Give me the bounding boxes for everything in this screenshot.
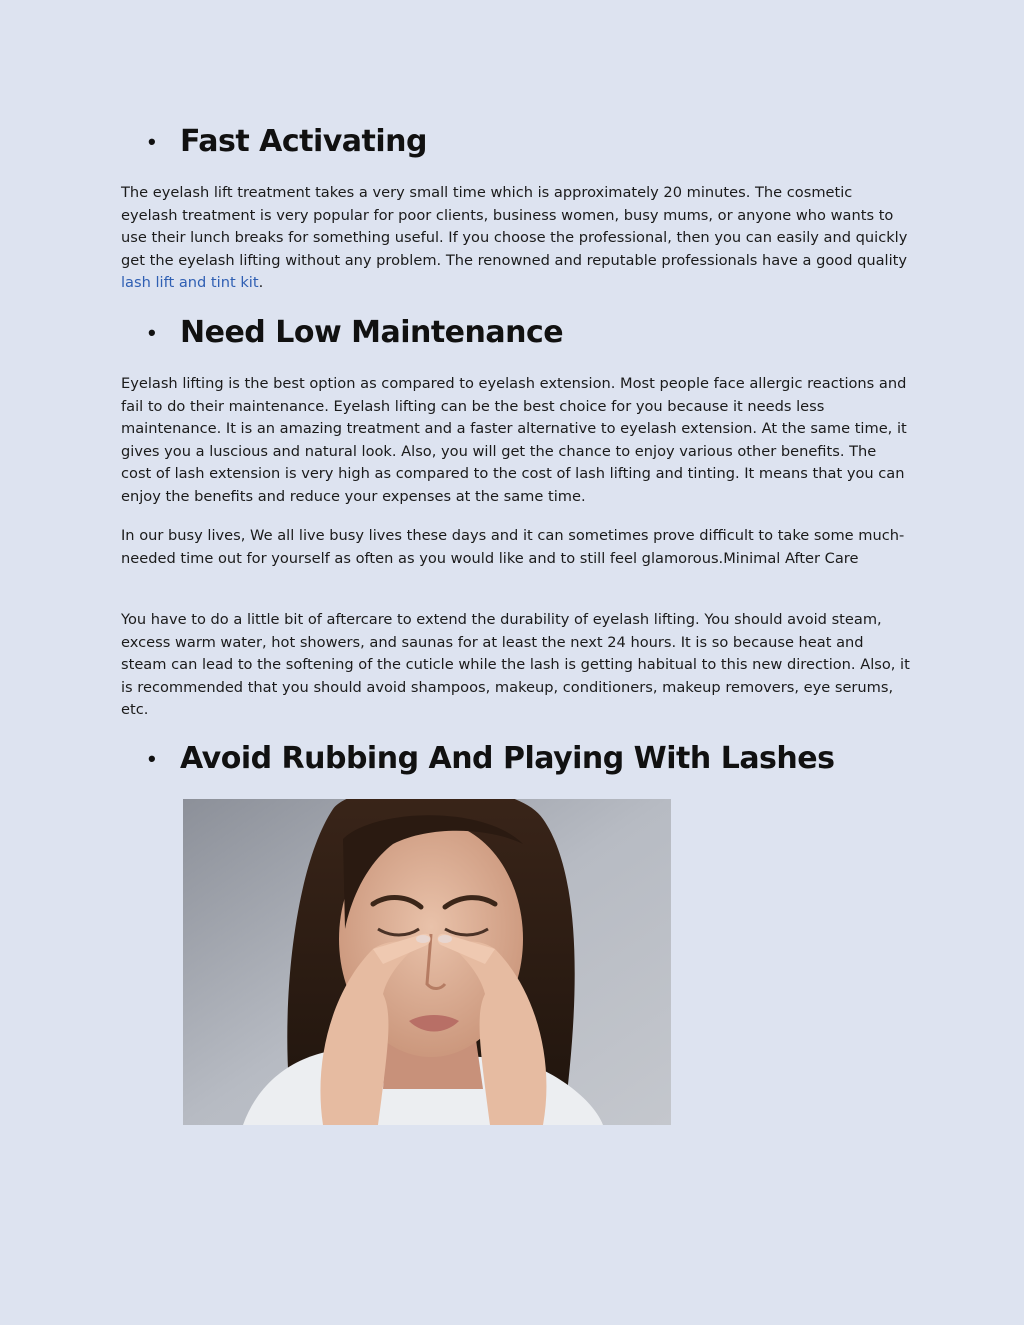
lash-lift-kit-link[interactable]: lash lift and tint kit (121, 274, 259, 291)
low-maintenance-paragraph-2: In our busy lives, We all live busy lives these days and it can sometimes prove difficult to take some much-needed time out for yourself as often as you would like and to still feel glamorous.Minimal After Care (121, 527, 905, 567)
heading-fast-activating (148, 124, 427, 159)
bullet-point: • (148, 319, 156, 345)
bullet-point: • (148, 745, 156, 771)
heading-text: Avoid Rubbing And Playing With Lashes (180, 741, 835, 776)
heading-text: Need Low Maintenance (180, 315, 564, 350)
heading-text: Fast Activating (180, 124, 428, 159)
bullet-point: • (148, 128, 156, 154)
heading-avoid-rubbing (148, 741, 834, 776)
aftercare-paragraph: You have to do a little bit of aftercare to extend the durability of eyelash lifting. You should avoid steam, excess warm water, hot showers, and saunas for at least the next 24 hours. It is so because heat and steam can lead to the softening of the cuticle while the lash is getting habitual to this new direction. Also, it is recommended that you should avoid shampoos, makeup, conditioners, makeup removers, eye serums, etc. (121, 611, 910, 718)
paragraph-text: The eyelash lift treatment takes a very small time which is approximately 20 minutes. The cosmetic eyelash treatment is very popular for poor clients, business women, busy mums, or anyone who wants to use their lunch breaks for something useful. If you choose the professional, then you can easily and quickly get the eyelash lifting without any problem. The renowned and reputable professionals have a good quality (121, 184, 908, 269)
fast-activating-paragraph (121, 182, 911, 295)
woman-rubbing-eyes-illustration (183, 799, 671, 1125)
woman-rubbing-eyes-photo (183, 799, 671, 1125)
heading-need-low-maintenance (148, 315, 563, 350)
paragraph-end: . (258, 274, 264, 291)
low-maintenance-paragraph-1: Eyelash lifting is the best option as compared to eyelash extension. Most people face allergic reactions and fail to do their maintenance. Eyelash lifting can be the best choice for you because it needs less maintenance. It is an amazing treatment and a faster alternative to eyelash extension. At the same time, it gives you a luscious and natural look. Also, you will get the chance to enjoy various other benefits. The cost of lash extension is very high as compared to the cost of lash lifting and tinting. It means that you can enjoy the benefits and reduce your expenses at the same time. (121, 375, 907, 505)
